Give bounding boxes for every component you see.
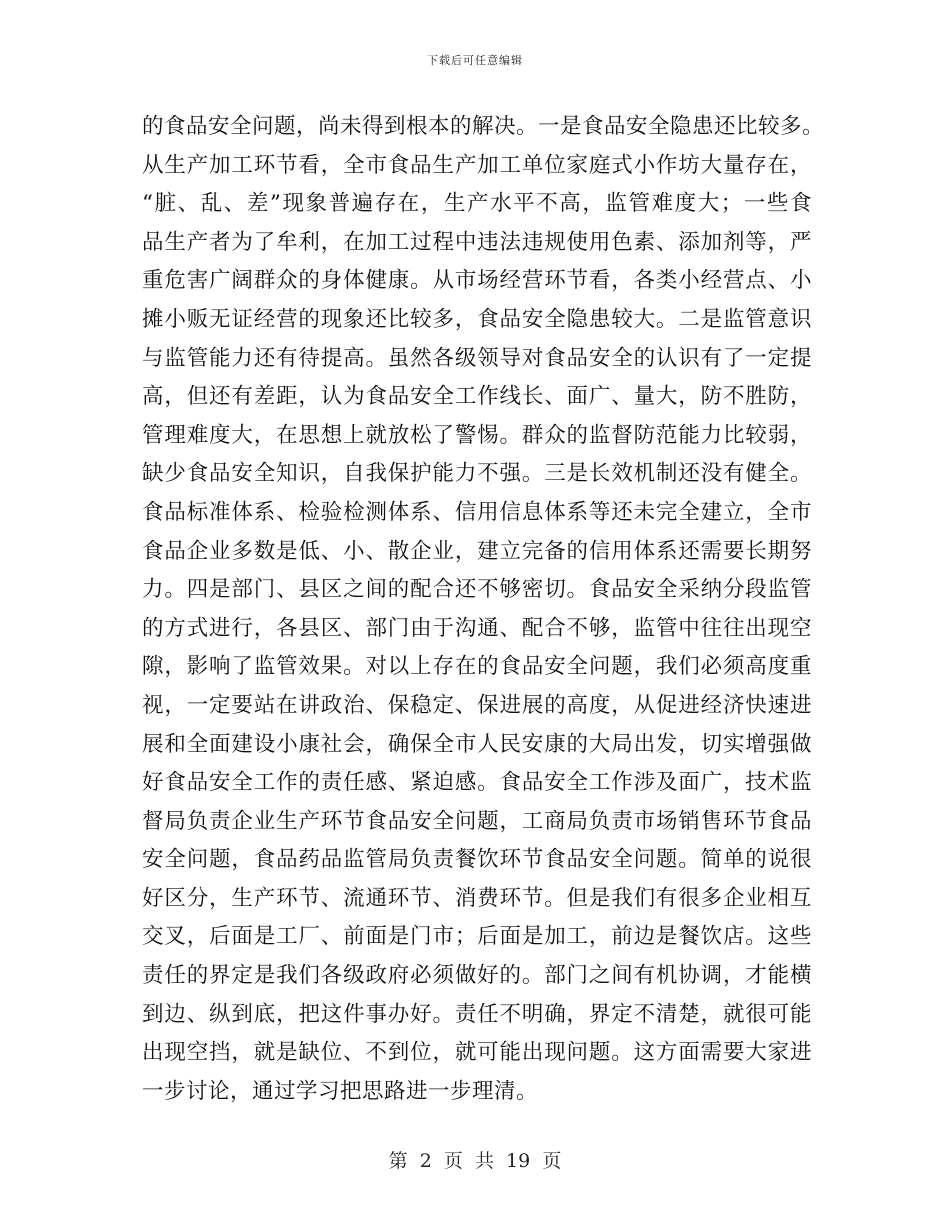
text-line: 好区分，生产环节、流通环节、消费环节。但是我们有很多企业相互: [142, 885, 812, 911]
text-line: 食品标准体系、检验检测体系、信用信息体系等还未完全建立，全市: [142, 499, 812, 525]
text-line: 展和全面建设小康社会，确保全市人民安康的大局出发，切实增强做: [142, 731, 812, 757]
text-line: “脏、乱、差”现象普遍存在，生产水平不高，监管难度大；一些食: [142, 191, 812, 217]
text-line: 督局负责企业生产环节食品安全问题，工商局负责市场销售环节食品: [142, 808, 812, 834]
text-line: 视，一定要站在讲政治、保稳定、保进展的高度，从促进经济快速进: [142, 692, 812, 718]
text-line: 食品企业多数是低、小、散企业，建立完备的信用体系还需要长期努: [142, 538, 812, 564]
page-header: 下载后可任意编辑: [427, 54, 523, 67]
text-line: 管理难度大，在思想上就放松了警惕。群众的监督防范能力比较弱，: [142, 422, 812, 448]
text-line: 的方式进行，各县区、部门由于沟通、配合不够，监管中往往出现空: [142, 615, 812, 641]
text-line: 出现空挡，就是缺位、不到位，就可能出现问题。这方面需要大家进: [142, 1040, 812, 1066]
text-line: 安全问题，食品药品监管局负责餐饮环节食品安全问题。简单的说很: [142, 847, 812, 873]
text-line: 交叉，后面是工厂、前面是门市；后面是加工，前边是餐饮店。这些: [142, 924, 812, 950]
text-line: 到边、纵到底，把这件事办好。责任不明确，界定不清楚，就很可能: [142, 1001, 812, 1027]
text-line: 一步讨论，通过学习把思路进一步理清。: [142, 1078, 539, 1104]
text-line: 隙，影响了监管效果。对以上存在的食品安全问题，我们必须高度重: [142, 654, 812, 680]
text-line: 摊小贩无证经营的现象还比较多，食品安全隐患较大。二是监管意识: [142, 306, 812, 332]
text-line: 缺少食品安全知识，自我保护能力不强。三是长效机制还没有健全。: [142, 461, 812, 487]
page-footer: 第 2 页 共 19 页: [388, 1150, 562, 1172]
text-line: 重危害广阔群众的身体健康。从市场经营环节看，各类小经营点、小: [142, 268, 812, 294]
text-line: 力。四是部门、县区之间的配合还不够密切。食品安全采纳分段监管: [142, 577, 812, 603]
text-line: 责任的界定是我们各级政府必须做好的。部门之间有机协调，才能横: [142, 963, 812, 989]
text-line: 好食品安全工作的责任感、紧迫感。食品安全工作涉及面广，技术监: [142, 770, 812, 796]
text-line: 品生产者为了牟利，在加工过程中违法违规使用色素、添加剂等，严: [142, 229, 812, 255]
text-line: 从生产加工环节看，全市食品生产加工单位家庭式小作坊大量存在，: [142, 152, 812, 178]
text-line: 的食品安全问题，尚未得到根本的解决。一是食品安全隐患还比较多。: [142, 114, 825, 139]
text-line: 与监管能力还有待提高。虽然各级领导对食品安全的认识有了一定提: [142, 345, 812, 371]
body-paragraph: [142, 108, 825, 1111]
text-line: 高，但还有差距，认为食品安全工作线长、面广、量大，防不胜防，: [142, 384, 812, 410]
